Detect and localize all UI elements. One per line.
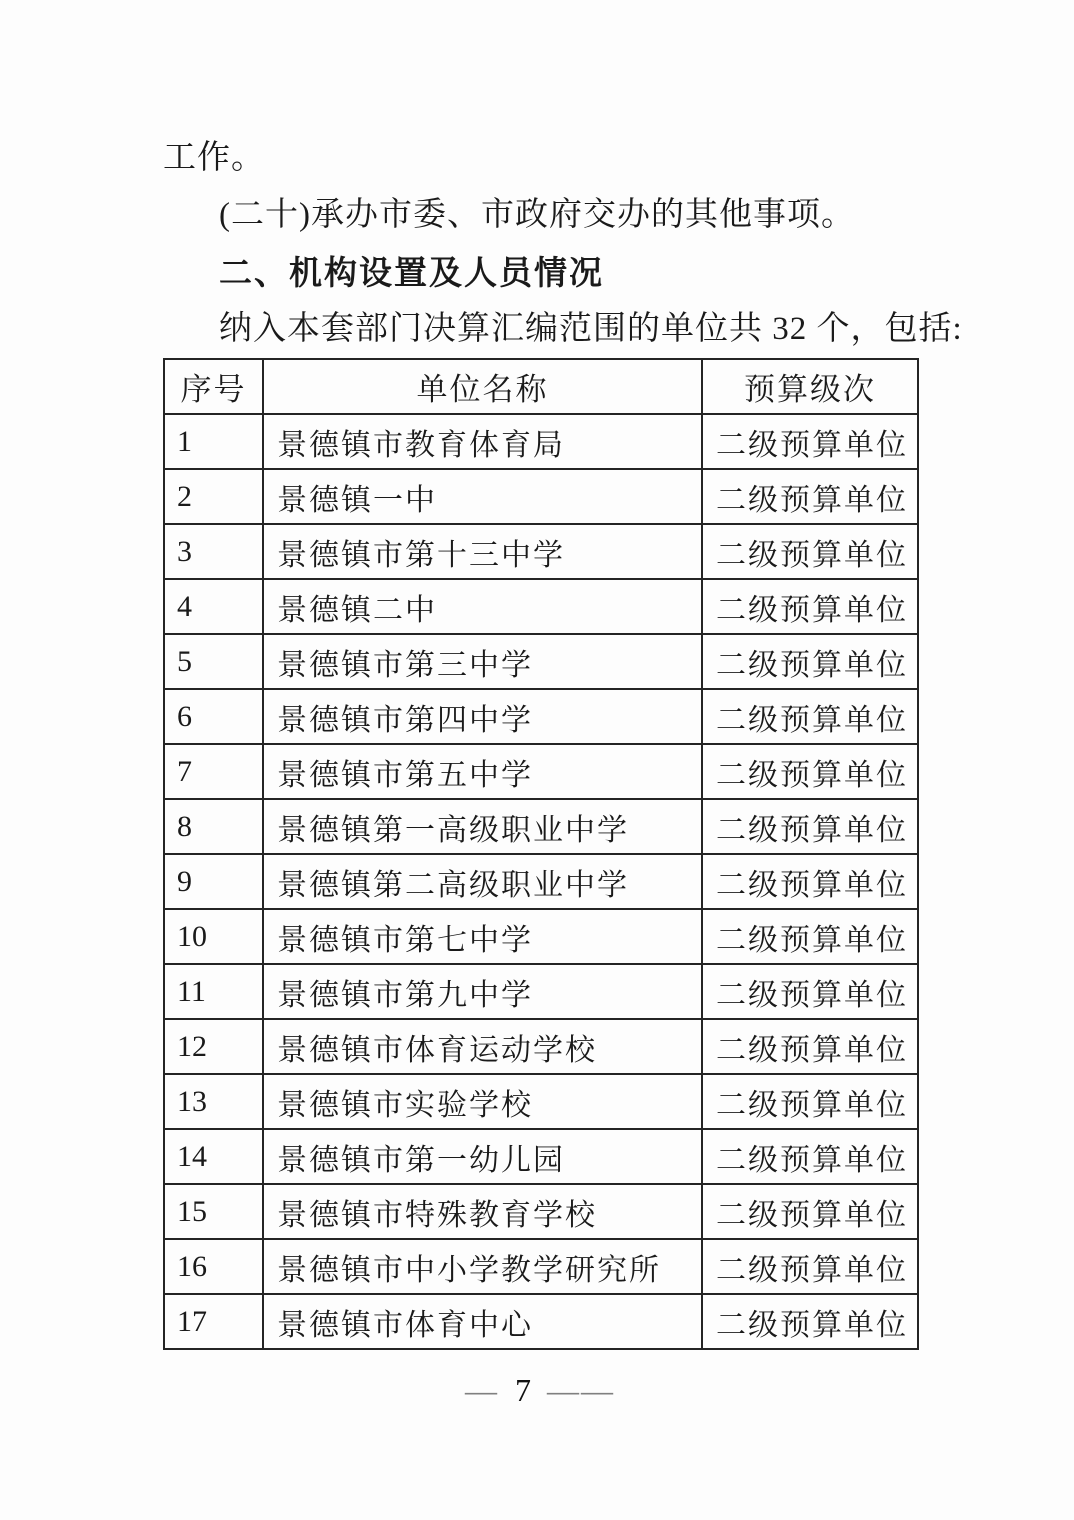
table-row: [164, 744, 918, 799]
cell-row-number: 3: [164, 524, 263, 579]
cell-row-number: 2: [164, 469, 263, 524]
cell-budget-level: 二级预算单位: [702, 414, 918, 469]
paragraph-continuation: 工作。: [163, 140, 265, 176]
table-row: [164, 524, 918, 579]
cell-unit-name: 景德镇市第四中学: [263, 689, 702, 744]
table-row: [164, 689, 918, 744]
table-row: [164, 1129, 918, 1184]
cell-unit-name: 景德镇一中: [263, 469, 702, 524]
table-row: [164, 1239, 918, 1294]
cell-row-number: 17: [164, 1294, 263, 1349]
table-body: [164, 414, 918, 1349]
column-header-unit-name: 单位名称: [263, 359, 702, 414]
table-row: [164, 579, 918, 634]
cell-unit-name: 景德镇二中: [263, 579, 702, 634]
cell-budget-level: 二级预算单位: [702, 799, 918, 854]
cell-row-number: 4: [164, 579, 263, 634]
page-footer: [163, 1370, 917, 1410]
cell-unit-name: 景德镇市教育体育局: [263, 414, 702, 469]
table-row: [164, 1294, 918, 1349]
units-table: [163, 358, 919, 1350]
cell-row-number: 13: [164, 1074, 263, 1129]
page-number: 7: [515, 1372, 531, 1408]
cell-unit-name: 景德镇市第五中学: [263, 744, 702, 799]
cell-unit-name: 景德镇市第一幼儿园: [263, 1129, 702, 1184]
cell-budget-level: 二级预算单位: [702, 1019, 918, 1074]
table-row: [164, 909, 918, 964]
table-row: [164, 1184, 918, 1239]
cell-budget-level: 二级预算单位: [702, 524, 918, 579]
cell-row-number: 10: [164, 909, 263, 964]
cell-budget-level: 二级预算单位: [702, 634, 918, 689]
cell-row-number: 7: [164, 744, 263, 799]
cell-row-number: 11: [164, 964, 263, 1019]
footer-dash-left: —: [465, 1372, 499, 1408]
table-row: [164, 634, 918, 689]
cell-unit-name: 景德镇第二高级职业中学: [263, 854, 702, 909]
cell-row-number: 6: [164, 689, 263, 744]
cell-budget-level: 二级预算单位: [702, 1294, 918, 1349]
table-intro: 纳入本套部门决算汇编范围的单位共 32 个，包括:: [219, 311, 963, 347]
paragraph-item-twenty: (二十)承办市委、市政府交办的其他事项。: [219, 197, 855, 233]
cell-budget-level: 二级预算单位: [702, 1239, 918, 1294]
column-header-budget-level: 预算级次: [702, 359, 918, 414]
cell-unit-name: 景德镇市实验学校: [263, 1074, 702, 1129]
cell-row-number: 9: [164, 854, 263, 909]
cell-budget-level: 二级预算单位: [702, 1184, 918, 1239]
cell-unit-name: 景德镇市第十三中学: [263, 524, 702, 579]
cell-row-number: 1: [164, 414, 263, 469]
table-row: [164, 964, 918, 1019]
table-row: [164, 854, 918, 909]
cell-row-number: 14: [164, 1129, 263, 1184]
cell-budget-level: 二级预算单位: [702, 689, 918, 744]
cell-budget-level: 二级预算单位: [702, 1129, 918, 1184]
cell-unit-name: 景德镇市体育运动学校: [263, 1019, 702, 1074]
cell-unit-name: 景德镇市特殊教育学校: [263, 1184, 702, 1239]
cell-budget-level: 二级预算单位: [702, 579, 918, 634]
cell-budget-level: 二级预算单位: [702, 1074, 918, 1129]
cell-row-number: 16: [164, 1239, 263, 1294]
cell-budget-level: 二级预算单位: [702, 909, 918, 964]
cell-budget-level: 二级预算单位: [702, 854, 918, 909]
table-row: [164, 414, 918, 469]
table-row: [164, 469, 918, 524]
cell-unit-name: 景德镇第一高级职业中学: [263, 799, 702, 854]
table-row: [164, 799, 918, 854]
cell-row-number: 5: [164, 634, 263, 689]
cell-budget-level: 二级预算单位: [702, 469, 918, 524]
cell-budget-level: 二级预算单位: [702, 744, 918, 799]
cell-unit-name: 景德镇市第七中学: [263, 909, 702, 964]
cell-unit-name: 景德镇市第九中学: [263, 964, 702, 1019]
cell-row-number: 12: [164, 1019, 263, 1074]
section-heading: 二、机构设置及人员情况: [219, 254, 604, 291]
column-header-no: 序号: [164, 359, 263, 414]
cell-budget-level: 二级预算单位: [702, 964, 918, 1019]
table-header-row: [164, 359, 918, 414]
cell-unit-name: 景德镇市第三中学: [263, 634, 702, 689]
table-row: [164, 1019, 918, 1074]
cell-row-number: 8: [164, 799, 263, 854]
cell-unit-name: 景德镇市中小学教学研究所: [263, 1239, 702, 1294]
cell-unit-name: 景德镇市体育中心: [263, 1294, 702, 1349]
footer-dash-right: ——: [547, 1372, 615, 1408]
cell-row-number: 15: [164, 1184, 263, 1239]
table-row: [164, 1074, 918, 1129]
